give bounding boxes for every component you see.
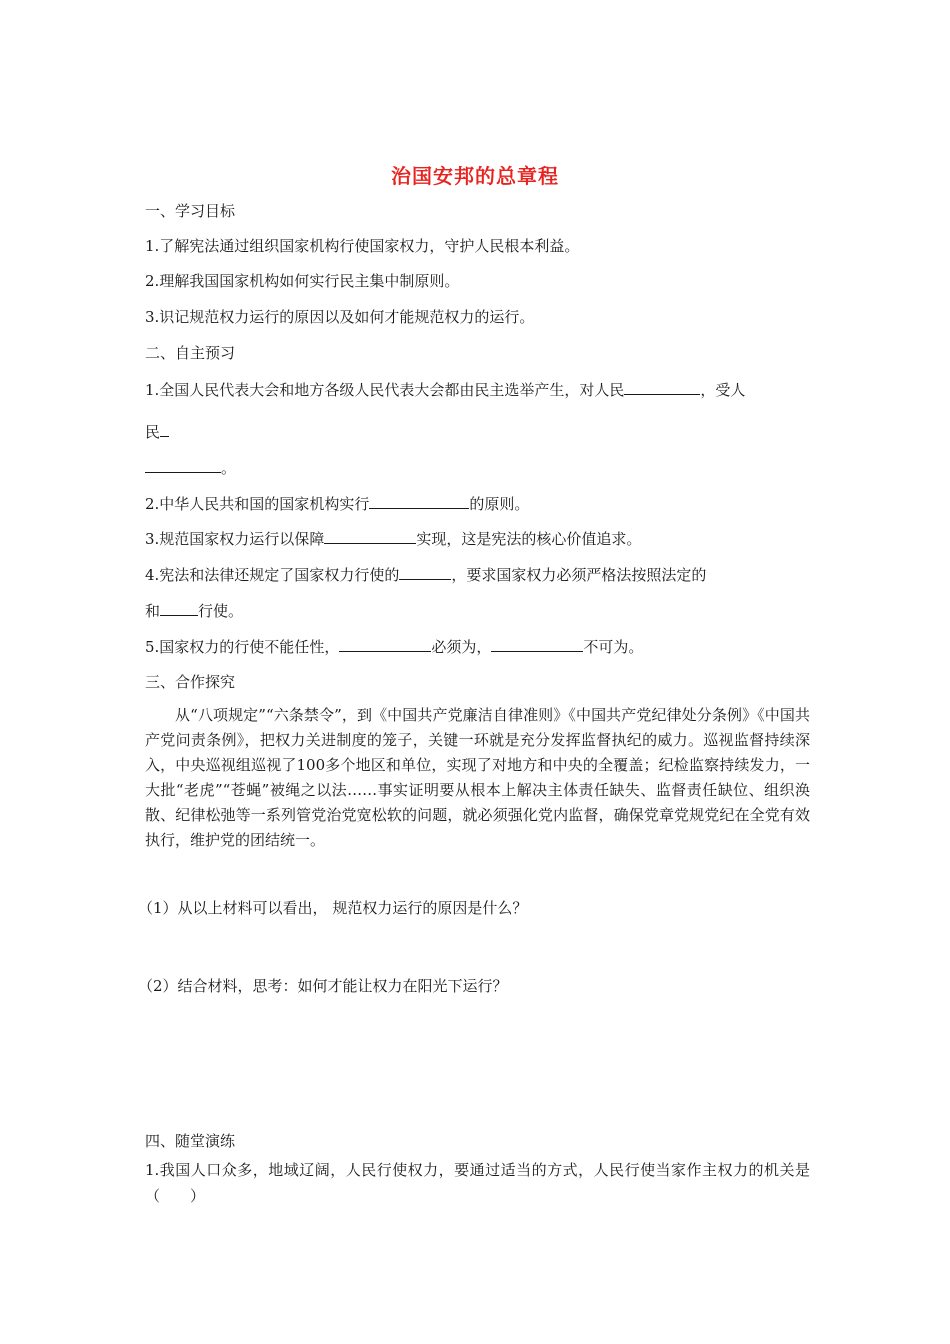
question-text: ，受人 (700, 381, 746, 399)
preview-question (145, 563, 810, 586)
section-heading-preview: 二、自主预习 (145, 344, 236, 362)
fill-blank[interactable] (324, 527, 416, 544)
question-text: 必须为， (431, 638, 492, 656)
question-text: 4.宪法和法律还规定了国家权力行使的 (145, 566, 400, 584)
fill-blank[interactable] (145, 456, 221, 473)
explore-question: （1）从以上材料可以看出， 规范权力运行的原因是什么？ (138, 899, 528, 917)
fill-blank[interactable] (160, 420, 169, 437)
fill-blank[interactable] (160, 599, 198, 616)
preview-question (145, 378, 810, 401)
goal-item: 1.了解宪法通过组织国家机构行使国家权力，守护人民根本利益。 (145, 237, 580, 255)
question-text: 2.中华人民共和国的国家机构实行 (145, 495, 370, 513)
question-text: 5.国家权力的行使不能任性， (145, 638, 340, 656)
explore-question: （2）结合材料，思考：如何才能让权力在阳光下运行？ (138, 977, 508, 995)
section-heading-goals: 一、学习目标 (145, 202, 236, 220)
preview-question-cont (145, 599, 810, 622)
question-text: 3.规范国家权力运行以保障 (145, 530, 325, 548)
preview-question (145, 527, 810, 550)
question-text: 的原则。 (469, 495, 530, 513)
fill-blank[interactable] (491, 635, 583, 652)
preview-question-cont (145, 420, 810, 443)
preview-question (145, 635, 810, 658)
fill-blank[interactable] (399, 563, 451, 580)
question-text: 不可为。 (583, 638, 644, 656)
question-text: 1.全国人民代表大会和地方各级人民代表大会都由民主选举产生，对人民 (145, 381, 625, 399)
fill-blank[interactable] (339, 635, 431, 652)
practice-question: 1.我国人口众多，地域辽阔，人民行使权力，要通过适当的方式，人民行使当家作主权力的机关是（ ） (145, 1161, 810, 1205)
material-paragraph: 从“八项规定”“六条禁令”，到《中国共产党廉洁自律准则》《中国共产党纪律处分条例》《中国共产党问责条例》，把权力关进制度的笼子，关键一环就是充分发挥监督执纪的威力。巡视监督持续深入，中央巡视组巡视了100多个地区和单位，实现了对地方和中央的全覆盖；纪检监察持续发力，一大批“老虎”“苍蝇”被绳之以法……事实证明要从根本上解决主体责任缺失、监督责任缺位、组织涣散、纪律松弛等一系列管党治党宽松软的问题，就必须强化党内监督，确保党章党规党纪在全党有效执行，维护党的团结统一。 (145, 706, 810, 849)
question-text: ，要求国家权力必须严格法按照法定的 (451, 566, 707, 584)
preview-question-cont (145, 456, 810, 479)
question-text: 民 (145, 423, 161, 441)
goal-item: 2.理解我国国家机构如何实行民主集中制原则。 (145, 272, 460, 290)
section-heading-practice: 四、随堂演练 (145, 1132, 236, 1150)
document-title: 治国安邦的总章程 (391, 164, 559, 188)
question-text: 行使。 (198, 602, 244, 620)
question-text: 实现，这是宪法的核心价值追求。 (416, 530, 642, 548)
fill-blank[interactable] (369, 492, 469, 509)
question-text: 。 (221, 459, 237, 477)
question-text: 和 (145, 602, 161, 620)
preview-question (145, 492, 810, 515)
goal-item: 3.识记规范权力运行的原因以及如何才能规范权力的运行。 (145, 308, 535, 326)
section-heading-explore: 三、合作探究 (145, 673, 236, 691)
fill-blank[interactable] (624, 378, 700, 395)
